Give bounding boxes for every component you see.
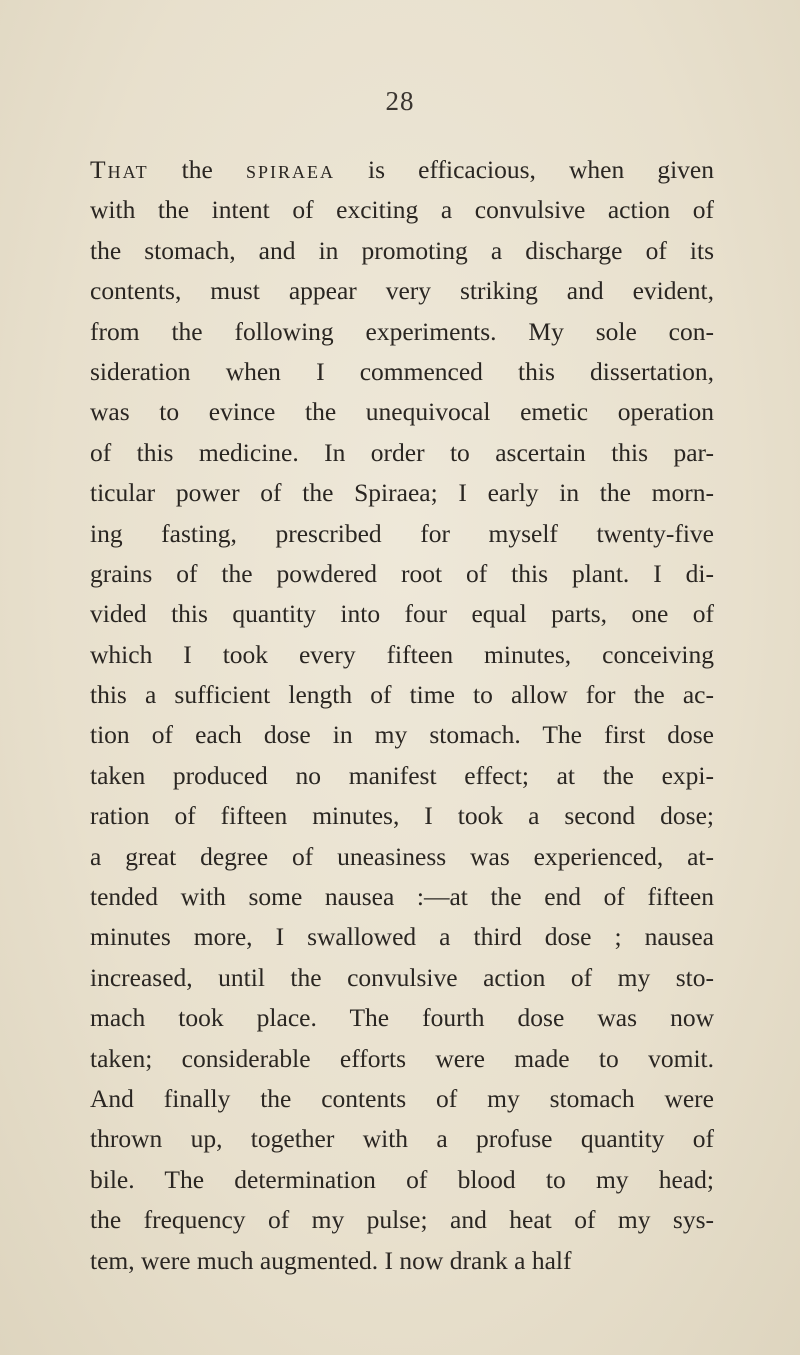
text-line: of this medicine. In order to ascertain this par- (90, 437, 714, 467)
text-line: And finally the contents of my stomach were (90, 1083, 714, 1113)
text-line: ing fasting, prescribed for myself twenty-five (90, 518, 714, 548)
text-line: was to evince the unequivocal emetic operation (90, 397, 714, 427)
text-line: tem, were much augmented. I now drank a half (90, 1245, 572, 1275)
spiraea-term: spiraea (245, 155, 335, 184)
text-line: the frequency of my pulse; and heat of my sys- (90, 1205, 714, 1235)
text-line: bile. The determination of blood to my head; (90, 1164, 714, 1194)
text-line: from the following experiments. My sole con- (90, 316, 714, 346)
text-line: increased, until the convulsive action of my sto- (90, 962, 714, 992)
text-line: with the intent of exciting a convulsive action of (90, 195, 714, 225)
text-line: which I took every fifteen minutes, conceiving (90, 639, 714, 669)
text-line: tion of each dose in my stomach. The first dose (90, 720, 714, 750)
page-number: 28 (385, 86, 415, 116)
text-line: ticular power of the Spiraea; I early in the morn- (90, 478, 714, 508)
text-line: a great degree of uneasiness was experienced, at- (90, 841, 714, 871)
text-line: ration of fifteen minutes, I took a second dose; (90, 801, 714, 831)
text-line: taken produced no manifest effect; at the expi- (90, 760, 714, 790)
text-line-1 (90, 150, 714, 190)
text-line: the stomach, and in promoting a discharge of its (90, 235, 714, 265)
opening-word: That (90, 155, 149, 184)
body-paragraph (90, 150, 714, 1281)
first-line-tail: is efficacious, when given (334, 155, 714, 184)
text-line: vided this quantity into four equal parts, one of (90, 599, 714, 629)
text-line: grains of the powdered root of this plant. I di- (90, 558, 714, 588)
text-line: this a sufficient length of time to allow for the ac- (90, 680, 714, 710)
text-line: tended with some nausea :—at the end of fifteen (90, 882, 714, 912)
text-line: sideration when I commenced this dissertation, (90, 356, 714, 386)
text-line: mach took place. The fourth dose was now (90, 1003, 714, 1033)
text-line: contents, must appear very striking and evident, (90, 276, 714, 306)
text-line: thrown up, together with a profuse quantity of (90, 1124, 714, 1154)
opening-rest: the (148, 155, 246, 184)
text-line: minutes more, I swallowed a third dose ; nausea (90, 922, 714, 952)
text-line: taken; considerable efforts were made to vomit. (90, 1043, 714, 1073)
